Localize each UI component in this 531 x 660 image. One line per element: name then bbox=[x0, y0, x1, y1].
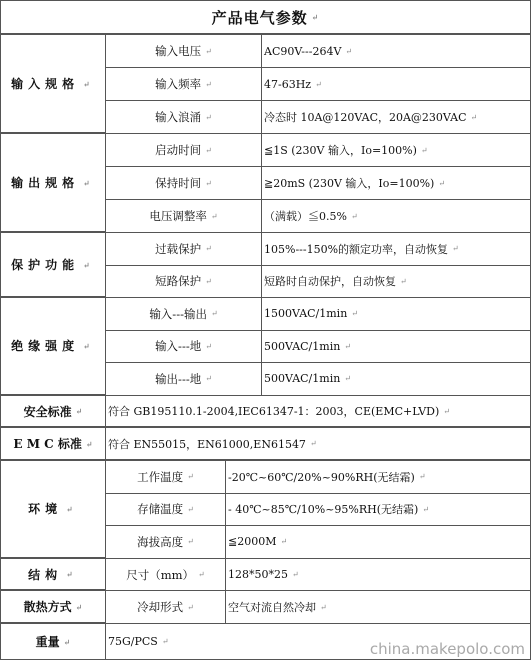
paragraph-mark-icon: ↵ bbox=[66, 503, 78, 514]
spec-value-text: ≦2000M bbox=[228, 535, 277, 549]
category-label bbox=[0, 558, 106, 590]
spec-value-text: 500VAC/1min bbox=[264, 339, 341, 353]
spec-value bbox=[261, 166, 531, 200]
spec-item-label bbox=[105, 265, 262, 299]
spec-value-text: 47-63Hz bbox=[264, 77, 312, 91]
spec-value-text: （满载）≦0.5% bbox=[264, 210, 347, 223]
category-label bbox=[0, 297, 106, 395]
paragraph-mark-icon: ↵ bbox=[280, 537, 288, 547]
spec-value bbox=[261, 362, 531, 396]
paragraph-mark-icon: ↵ bbox=[400, 276, 407, 286]
spec-value bbox=[261, 67, 531, 101]
spec-item-label bbox=[105, 34, 262, 68]
paragraph-mark-icon: ↵ bbox=[205, 374, 212, 384]
paragraph-mark-icon: ↵ bbox=[443, 406, 450, 416]
spec-value-text: 1500VAC/1min bbox=[264, 307, 348, 321]
spec-item-label bbox=[105, 133, 262, 167]
spec-item-label-text: 过载保护 bbox=[155, 241, 202, 256]
paragraph-mark-icon: ↵ bbox=[187, 472, 194, 482]
paragraph-mark-icon: ↵ bbox=[198, 570, 205, 579]
paragraph-mark-icon: ↵ bbox=[85, 438, 93, 449]
category-label bbox=[0, 34, 106, 133]
paragraph-mark-icon: ↵ bbox=[75, 601, 83, 612]
category-label bbox=[0, 460, 106, 558]
category-label-text: 保护功能 bbox=[11, 258, 80, 272]
paragraph-mark-icon: ↵ bbox=[210, 309, 218, 319]
spec-value-text: 128*50*25 bbox=[228, 568, 288, 581]
spec-value bbox=[225, 460, 531, 494]
paragraph-mark-icon: ↵ bbox=[205, 112, 212, 122]
spec-item-label-text: 输入电压 bbox=[155, 44, 202, 58]
spec-value-text: 75G/PCS bbox=[108, 635, 158, 648]
paragraph-mark-icon: ↵ bbox=[420, 145, 428, 155]
spec-item-label-text: 冷却形式 bbox=[137, 600, 184, 614]
spec-value bbox=[261, 297, 531, 331]
paragraph-mark-icon: ↵ bbox=[83, 78, 95, 89]
paragraph-mark-icon: ↵ bbox=[320, 602, 327, 612]
spec-value bbox=[105, 395, 531, 427]
category-label-text: E M C 标准 bbox=[13, 437, 82, 451]
category-label-text: 环境 bbox=[28, 502, 63, 517]
category-label bbox=[0, 623, 106, 660]
paragraph-mark-icon: ↵ bbox=[311, 12, 320, 22]
paragraph-mark-icon: ↵ bbox=[205, 145, 212, 155]
spec-item-label bbox=[105, 362, 262, 396]
paragraph-mark-icon: ↵ bbox=[422, 504, 430, 514]
spec-item-label bbox=[105, 100, 262, 134]
category-label-text: 结构 bbox=[28, 567, 63, 582]
category-label bbox=[0, 133, 106, 232]
spec-value-text: 105%---150%的额定功率，自动恢复 bbox=[264, 242, 449, 256]
spec-item-label-text: 短路保护 bbox=[155, 274, 202, 289]
spec-value-text: 冷态时 10A@120VAC，20A@230VAC bbox=[264, 111, 467, 124]
spec-value bbox=[261, 34, 531, 68]
spec-item-label bbox=[105, 330, 262, 364]
watermark: china.makepolo.com bbox=[369, 640, 525, 658]
spec-item-label bbox=[105, 558, 226, 591]
paragraph-mark-icon: ↵ bbox=[418, 472, 426, 482]
spec-item-label-text: 海拔高度 bbox=[137, 534, 184, 549]
category-label-text: 散热方式 bbox=[23, 600, 72, 614]
paragraph-mark-icon: ↵ bbox=[315, 79, 322, 89]
spec-item-label-text: 工作温度 bbox=[137, 469, 184, 484]
spec-item-label bbox=[105, 199, 262, 233]
paragraph-mark-icon: ↵ bbox=[161, 637, 169, 646]
paragraph-mark-icon: ↵ bbox=[438, 178, 446, 188]
paragraph-mark-icon: ↵ bbox=[452, 244, 459, 254]
paragraph-mark-icon: ↵ bbox=[187, 504, 194, 514]
spec-item-label-text: 保持时间 bbox=[155, 176, 202, 190]
spec-value bbox=[225, 525, 531, 559]
spec-value-text: ≧20mS (230V 输入，Io=100%) bbox=[264, 177, 435, 190]
spec-item-label-text: 启动时间 bbox=[155, 143, 202, 157]
spec-value bbox=[261, 100, 531, 134]
spec-item-label-text: 输入浪涌 bbox=[155, 110, 202, 124]
paragraph-mark-icon: ↵ bbox=[83, 177, 95, 188]
category-label-text: 输入规格 bbox=[11, 77, 80, 91]
category-label bbox=[0, 232, 106, 297]
category-label-text: 输出规格 bbox=[11, 176, 80, 190]
paragraph-mark-icon: ↵ bbox=[75, 406, 83, 416]
spec-value-text: 符合 EN55015，EN61000,EN61547 bbox=[108, 437, 306, 451]
spec-item-label bbox=[105, 525, 226, 559]
spec-value bbox=[105, 427, 531, 460]
spec-item-label-text: 输出---地 bbox=[155, 371, 202, 386]
page-title bbox=[0, 0, 531, 34]
spec-item-label-text: 输入频率 bbox=[155, 77, 202, 91]
paragraph-mark-icon: ↵ bbox=[205, 244, 212, 254]
paragraph-mark-icon: ↵ bbox=[205, 276, 212, 286]
paragraph-mark-icon: ↵ bbox=[470, 112, 478, 122]
paragraph-mark-icon: ↵ bbox=[205, 178, 212, 188]
title-text: 产品电气参数 bbox=[211, 8, 308, 27]
spec-value bbox=[225, 590, 531, 624]
spec-value bbox=[261, 199, 531, 233]
spec-value-text: 空气对流自然冷却 bbox=[228, 601, 316, 614]
spec-item-label bbox=[105, 493, 226, 527]
spec-value-text: 500VAC/1min bbox=[264, 372, 341, 386]
paragraph-mark-icon: ↵ bbox=[344, 341, 351, 351]
paragraph-mark-icon: ↵ bbox=[292, 570, 299, 579]
spec-value bbox=[225, 558, 531, 591]
spec-value-text: 短路时自动保护，自动恢复 bbox=[264, 275, 396, 289]
spec-value-text: AC90V---264V bbox=[264, 44, 342, 58]
paragraph-mark-icon: ↵ bbox=[187, 602, 194, 612]
paragraph-mark-icon: ↵ bbox=[63, 636, 71, 647]
spec-value-text: 符合 GB195110.1-2004,IEC61347-1：2003，CE(EMC+LVD) bbox=[108, 405, 440, 418]
paragraph-mark-icon: ↵ bbox=[205, 46, 212, 56]
category-label-text: 重量 bbox=[35, 635, 60, 649]
paragraph-mark-icon: ↵ bbox=[351, 309, 358, 319]
spec-item-label bbox=[105, 166, 262, 200]
spec-item-label-text: 输入---输出 bbox=[149, 306, 207, 321]
spec-value bbox=[261, 330, 531, 364]
category-label-text: 安全标准 bbox=[23, 404, 72, 419]
paragraph-mark-icon: ↵ bbox=[345, 46, 353, 56]
paragraph-mark-icon: ↵ bbox=[344, 374, 351, 384]
category-label bbox=[0, 590, 106, 623]
paragraph-mark-icon: ↵ bbox=[309, 439, 317, 448]
paragraph-mark-icon: ↵ bbox=[83, 259, 95, 270]
spec-item-label bbox=[105, 232, 262, 266]
paragraph-mark-icon: ↵ bbox=[187, 537, 194, 547]
spec-item-label-text: 存储温度 bbox=[137, 502, 184, 517]
spec-value-text: -20℃~60℃/20%~90%RH(无结霜) bbox=[228, 470, 415, 484]
paragraph-mark-icon: ↵ bbox=[205, 341, 212, 351]
spec-item-label-text: 输入---地 bbox=[155, 339, 202, 354]
spec-value bbox=[261, 265, 531, 299]
category-label-text: 绝缘强度 bbox=[11, 339, 80, 354]
paragraph-mark-icon: ↵ bbox=[83, 340, 95, 351]
spec-item-label bbox=[105, 297, 262, 331]
spec-item-label-text: 电压调整率 bbox=[149, 209, 207, 223]
paragraph-mark-icon: ↵ bbox=[210, 211, 218, 221]
spec-value bbox=[261, 232, 531, 266]
paragraph-mark-icon: ↵ bbox=[350, 211, 358, 221]
spec-item-label-text: 尺寸（mm） bbox=[126, 567, 195, 582]
spec-item-label bbox=[105, 460, 226, 494]
paragraph-mark-icon: ↵ bbox=[66, 569, 78, 579]
spec-item-label bbox=[105, 67, 262, 101]
spec-value bbox=[261, 133, 531, 167]
category-label bbox=[0, 395, 106, 427]
category-label bbox=[0, 427, 106, 460]
spec-value-text: - 40℃~85℃/10%~95%RH(无结霜) bbox=[228, 503, 419, 517]
spec-item-label bbox=[105, 590, 226, 624]
paragraph-mark-icon: ↵ bbox=[205, 79, 212, 89]
spec-value-text: ≦1S (230V 输入，Io=100%) bbox=[264, 144, 417, 157]
spec-value bbox=[225, 493, 531, 527]
